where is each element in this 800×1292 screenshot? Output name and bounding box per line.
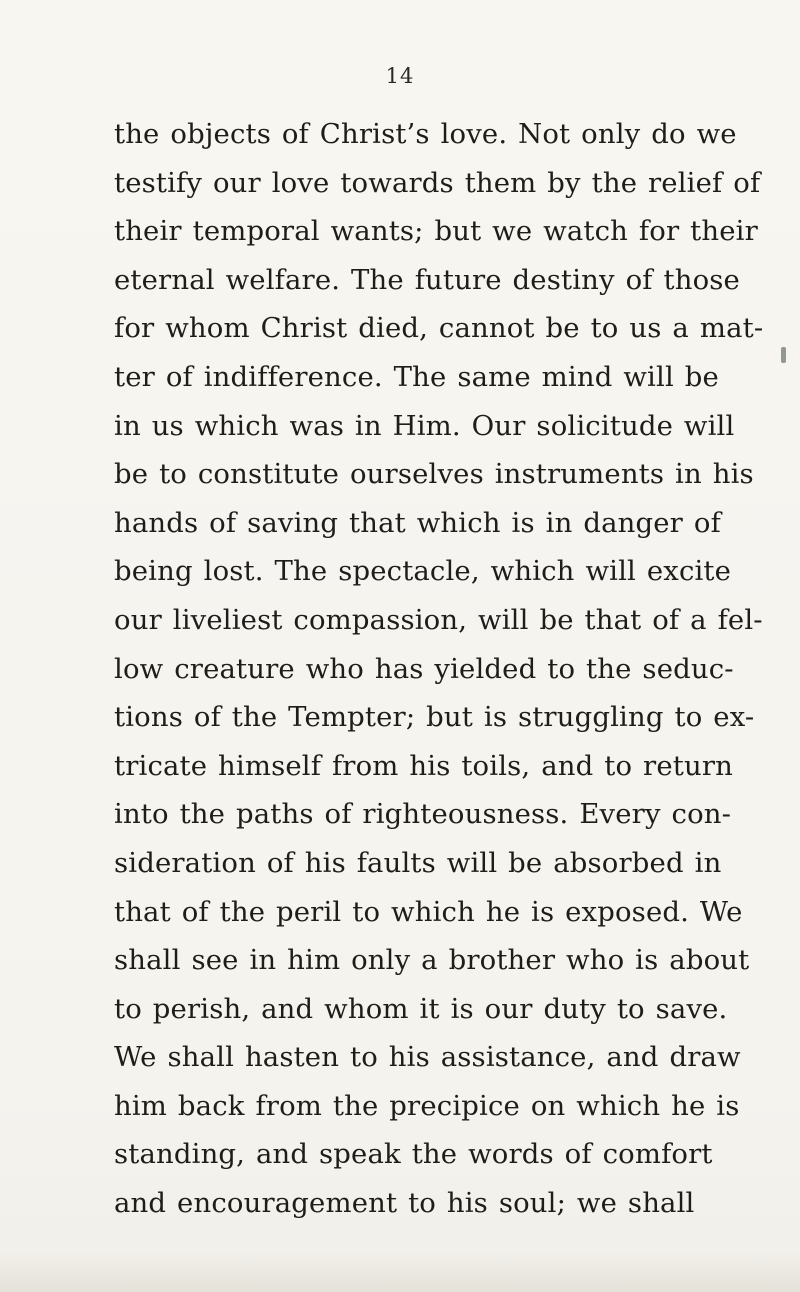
text-line: shall see in him only a brother who is about bbox=[114, 944, 750, 977]
text-line: hands of saving that which is in danger of bbox=[114, 506, 721, 539]
paper-stain bbox=[0, 1252, 800, 1292]
text-line: be to constitute ourselves instruments in his bbox=[114, 458, 754, 491]
text-line: in us which was in Him. Our solicitude will bbox=[114, 409, 735, 442]
text-line: being lost. The spectacle, which will excite bbox=[114, 555, 732, 588]
text-line: our liveliest compassion, will be that of a fel- bbox=[114, 603, 763, 636]
text-line: eternal welfare. The future destiny of those bbox=[114, 263, 740, 296]
page-edge-mark bbox=[781, 347, 786, 363]
text-line: tions of the Tempter; but is struggling to ex- bbox=[114, 701, 755, 734]
body-text bbox=[114, 110, 764, 1228]
text-line: to perish, and whom it is our duty to save. bbox=[114, 992, 728, 1025]
text-line: sideration of his faults will be absorbed in bbox=[114, 846, 722, 879]
text-line: that of the peril to which he is exposed. We bbox=[114, 895, 743, 928]
page-number: 14 bbox=[385, 64, 415, 88]
text-line: testify our love towards them by the relief of bbox=[114, 166, 761, 199]
text-line: and encouragement to his soul; we shall bbox=[114, 1187, 695, 1220]
text-line: tricate himself from his toils, and to return bbox=[114, 749, 733, 782]
text-line: low creature who has yielded to the seduc- bbox=[114, 652, 734, 685]
text-line: for whom Christ died, cannot be to us a mat- bbox=[114, 312, 764, 345]
text-line: We shall hasten to his assistance, and draw bbox=[114, 1041, 741, 1074]
text-line: him back from the precipice on which he is bbox=[114, 1089, 740, 1122]
text-line: their temporal wants; but we watch for their bbox=[114, 215, 758, 248]
text-line: into the paths of righteousness. Every con- bbox=[114, 798, 732, 831]
text-line: ter of indifference. The same mind will be bbox=[114, 360, 719, 393]
text-line: the objects of Christ’s love. Not only do we bbox=[114, 118, 737, 150]
text-line: standing, and speak the words of comfort bbox=[114, 1138, 713, 1171]
